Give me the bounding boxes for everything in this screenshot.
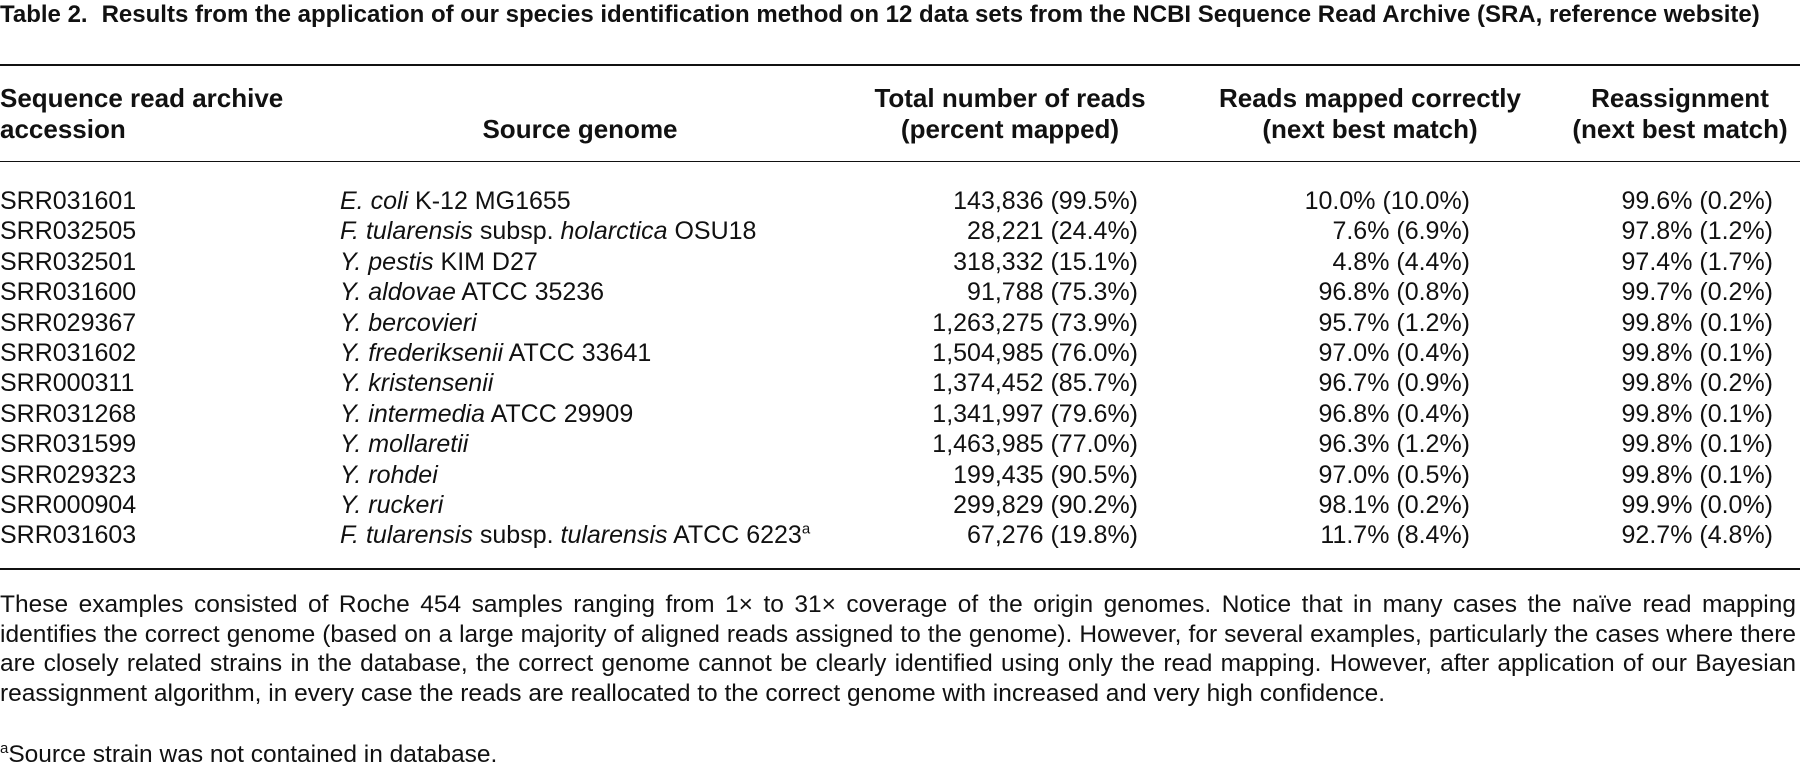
- cell-total: 299,829 (90.2%): [953, 490, 1138, 519]
- cell-reassign: 97.4% (1.7%): [1621, 247, 1773, 276]
- table-row: [0, 399, 1800, 429]
- cell-accession: SRR031600: [0, 278, 137, 307]
- cell-source: Y. bercovieri: [340, 308, 477, 337]
- cell-source: Y. aldovae ATCC 35236: [340, 278, 605, 307]
- cell-mapped: 4.8% (4.4%): [1332, 247, 1470, 276]
- cell-total: 143,836 (99.5%): [953, 187, 1138, 215]
- table-row: [0, 216, 1800, 246]
- cell-source: E. coli K-12 MG1655: [340, 187, 571, 215]
- cell-mapped: 96.7% (0.9%): [1318, 369, 1470, 398]
- cell-total: 1,504,985 (76.0%): [932, 338, 1138, 367]
- footnote-a: [0, 740, 497, 770]
- table-label: Table 2.: [0, 1, 88, 28]
- header-mapped-line2: (next best match): [1262, 114, 1478, 144]
- cell-total: 67,276 (19.8%): [967, 521, 1138, 550]
- header-total-line1: Total number of reads: [874, 83, 1146, 113]
- header-reassignment: [1560, 83, 1800, 145]
- cell-mapped: 10.0% (10.0%): [1304, 187, 1470, 215]
- cell-total: 1,374,452 (85.7%): [932, 369, 1138, 398]
- table-caption: [0, 0, 1790, 30]
- cell-total: 199,435 (90.5%): [953, 460, 1138, 489]
- cell-total: 91,788 (75.3%): [967, 278, 1138, 307]
- cell-source: Y. mollaretii: [340, 430, 469, 459]
- table-row: [0, 429, 1800, 459]
- top-rule: [0, 64, 1800, 66]
- cell-source: Y. frederiksenii ATCC 33641: [340, 338, 652, 367]
- bottom-rule: [0, 568, 1800, 570]
- cell-accession: SRR031601: [0, 187, 137, 215]
- header-reassign-line2: (next best match): [1572, 114, 1788, 144]
- cell-mapped: 98.1% (0.2%): [1318, 490, 1470, 519]
- header-total-line2: (percent mapped): [900, 114, 1120, 144]
- cell-source: Y. rohdei: [340, 460, 438, 489]
- cell-reassign: 99.9% (0.0%): [1621, 490, 1773, 519]
- cell-reassign: 97.8% (1.2%): [1621, 217, 1773, 246]
- header-accession-line2: accession: [0, 114, 126, 144]
- cell-mapped: 96.3% (1.2%): [1318, 430, 1470, 459]
- header-source: Source genome: [482, 114, 678, 144]
- cell-reassign: 99.8% (0.1%): [1621, 399, 1773, 428]
- table-row: [0, 277, 1800, 307]
- cell-accession: SRR032501: [0, 247, 137, 276]
- cell-total: 28,221 (24.4%): [967, 217, 1138, 246]
- table-row: [0, 338, 1800, 368]
- cell-accession: SRR031268: [0, 399, 137, 428]
- cell-reassign: 92.7% (4.8%): [1621, 521, 1773, 550]
- cell-reassign: 99.8% (0.1%): [1621, 430, 1773, 459]
- cell-source: Y. intermedia ATCC 29909: [340, 399, 634, 428]
- cell-mapped: 11.7% (8.4%): [1320, 521, 1470, 550]
- header-mapped: [1200, 83, 1540, 145]
- header-accession-line1: Sequence read archive: [0, 83, 284, 113]
- table-row: [0, 186, 1800, 216]
- cell-reassign: 99.8% (0.2%): [1621, 369, 1773, 398]
- footnote-marker: a: [0, 739, 9, 757]
- cell-accession: SRR029323: [0, 460, 137, 489]
- cell-mapped: 95.7% (1.2%): [1318, 308, 1470, 337]
- header-total: [840, 83, 1180, 145]
- cell-source: Y. ruckeri: [340, 490, 444, 519]
- cell-source: Y. pestis KIM D27: [340, 247, 538, 276]
- cell-mapped: 7.6% (6.9%): [1332, 217, 1470, 246]
- cell-accession: SRR029367: [0, 308, 137, 337]
- caption-text: Results from the application of our species identification method on 12 data sets from the NCBI Sequence Read Archive (SRA, reference website): [101, 1, 1760, 28]
- cell-source: Y. kristensenii: [340, 369, 494, 398]
- cell-reassign: 99.8% (0.1%): [1621, 338, 1773, 367]
- table-row: [0, 490, 1800, 520]
- cell-accession: SRR000311: [0, 369, 135, 398]
- cell-reassign: 99.7% (0.2%): [1621, 278, 1773, 307]
- table-body: [0, 186, 1800, 551]
- cell-reassign: 99.6% (0.2%): [1621, 187, 1773, 215]
- table-footnote: These examples consisted of Roche 454 samples ranging from 1× to 31× coverage of the origin genomes. Notice that in many cases the naïve read mapping identifies the correct genome (based on a large majority of aligned reads assigned to the genome). However, for several examples, particularly the cases where there are closely related strains in the database, the correct genome cannot be clearly identified using only the read mapping. However, after application of our Bayesian reassignment algorithm, in every case the reads are reallocated to the correct genome with increased and very high confidence.: [0, 591, 1796, 707]
- cell-total: 1,263,275 (73.9%): [932, 308, 1138, 337]
- cell-accession: SRR032505: [0, 217, 137, 246]
- cell-source: F. tularensis subsp. holarctica OSU18: [340, 217, 757, 246]
- cell-total: 318,332 (15.1%): [953, 247, 1138, 276]
- cell-accession: SRR000904: [0, 490, 137, 519]
- cell-source: F. tularensis subsp. tularensis ATCC 6223$^a$: [340, 520, 811, 550]
- table-row: [0, 520, 1800, 550]
- table-row: [0, 308, 1800, 338]
- cell-mapped: 97.0% (0.5%): [1318, 460, 1470, 489]
- table-row: [0, 368, 1800, 398]
- cell-total: 1,463,985 (77.0%): [932, 430, 1138, 459]
- header-rule: [0, 161, 1800, 162]
- cell-mapped: 96.8% (0.8%): [1318, 278, 1470, 307]
- table-row: [0, 460, 1800, 490]
- table-row: [0, 247, 1800, 277]
- cell-total: 1,341,997 (79.6%): [932, 399, 1138, 428]
- header-accession: [0, 83, 320, 145]
- cell-accession: SRR031602: [0, 338, 137, 367]
- cell-mapped: 97.0% (0.4%): [1318, 338, 1470, 367]
- header-reassign-line1: Reassignment: [1591, 83, 1769, 113]
- cell-accession: SRR031599: [0, 430, 137, 459]
- cell-mapped: 96.8% (0.4%): [1318, 399, 1470, 428]
- footnote-a-text: Source strain was not contained in database.: [8, 741, 498, 768]
- header-mapped-line1: Reads mapped correctly: [1218, 83, 1521, 113]
- cell-reassign: 99.8% (0.1%): [1621, 460, 1773, 489]
- cell-reassign: 99.8% (0.1%): [1621, 308, 1773, 337]
- cell-accession: SRR031603: [0, 521, 137, 550]
